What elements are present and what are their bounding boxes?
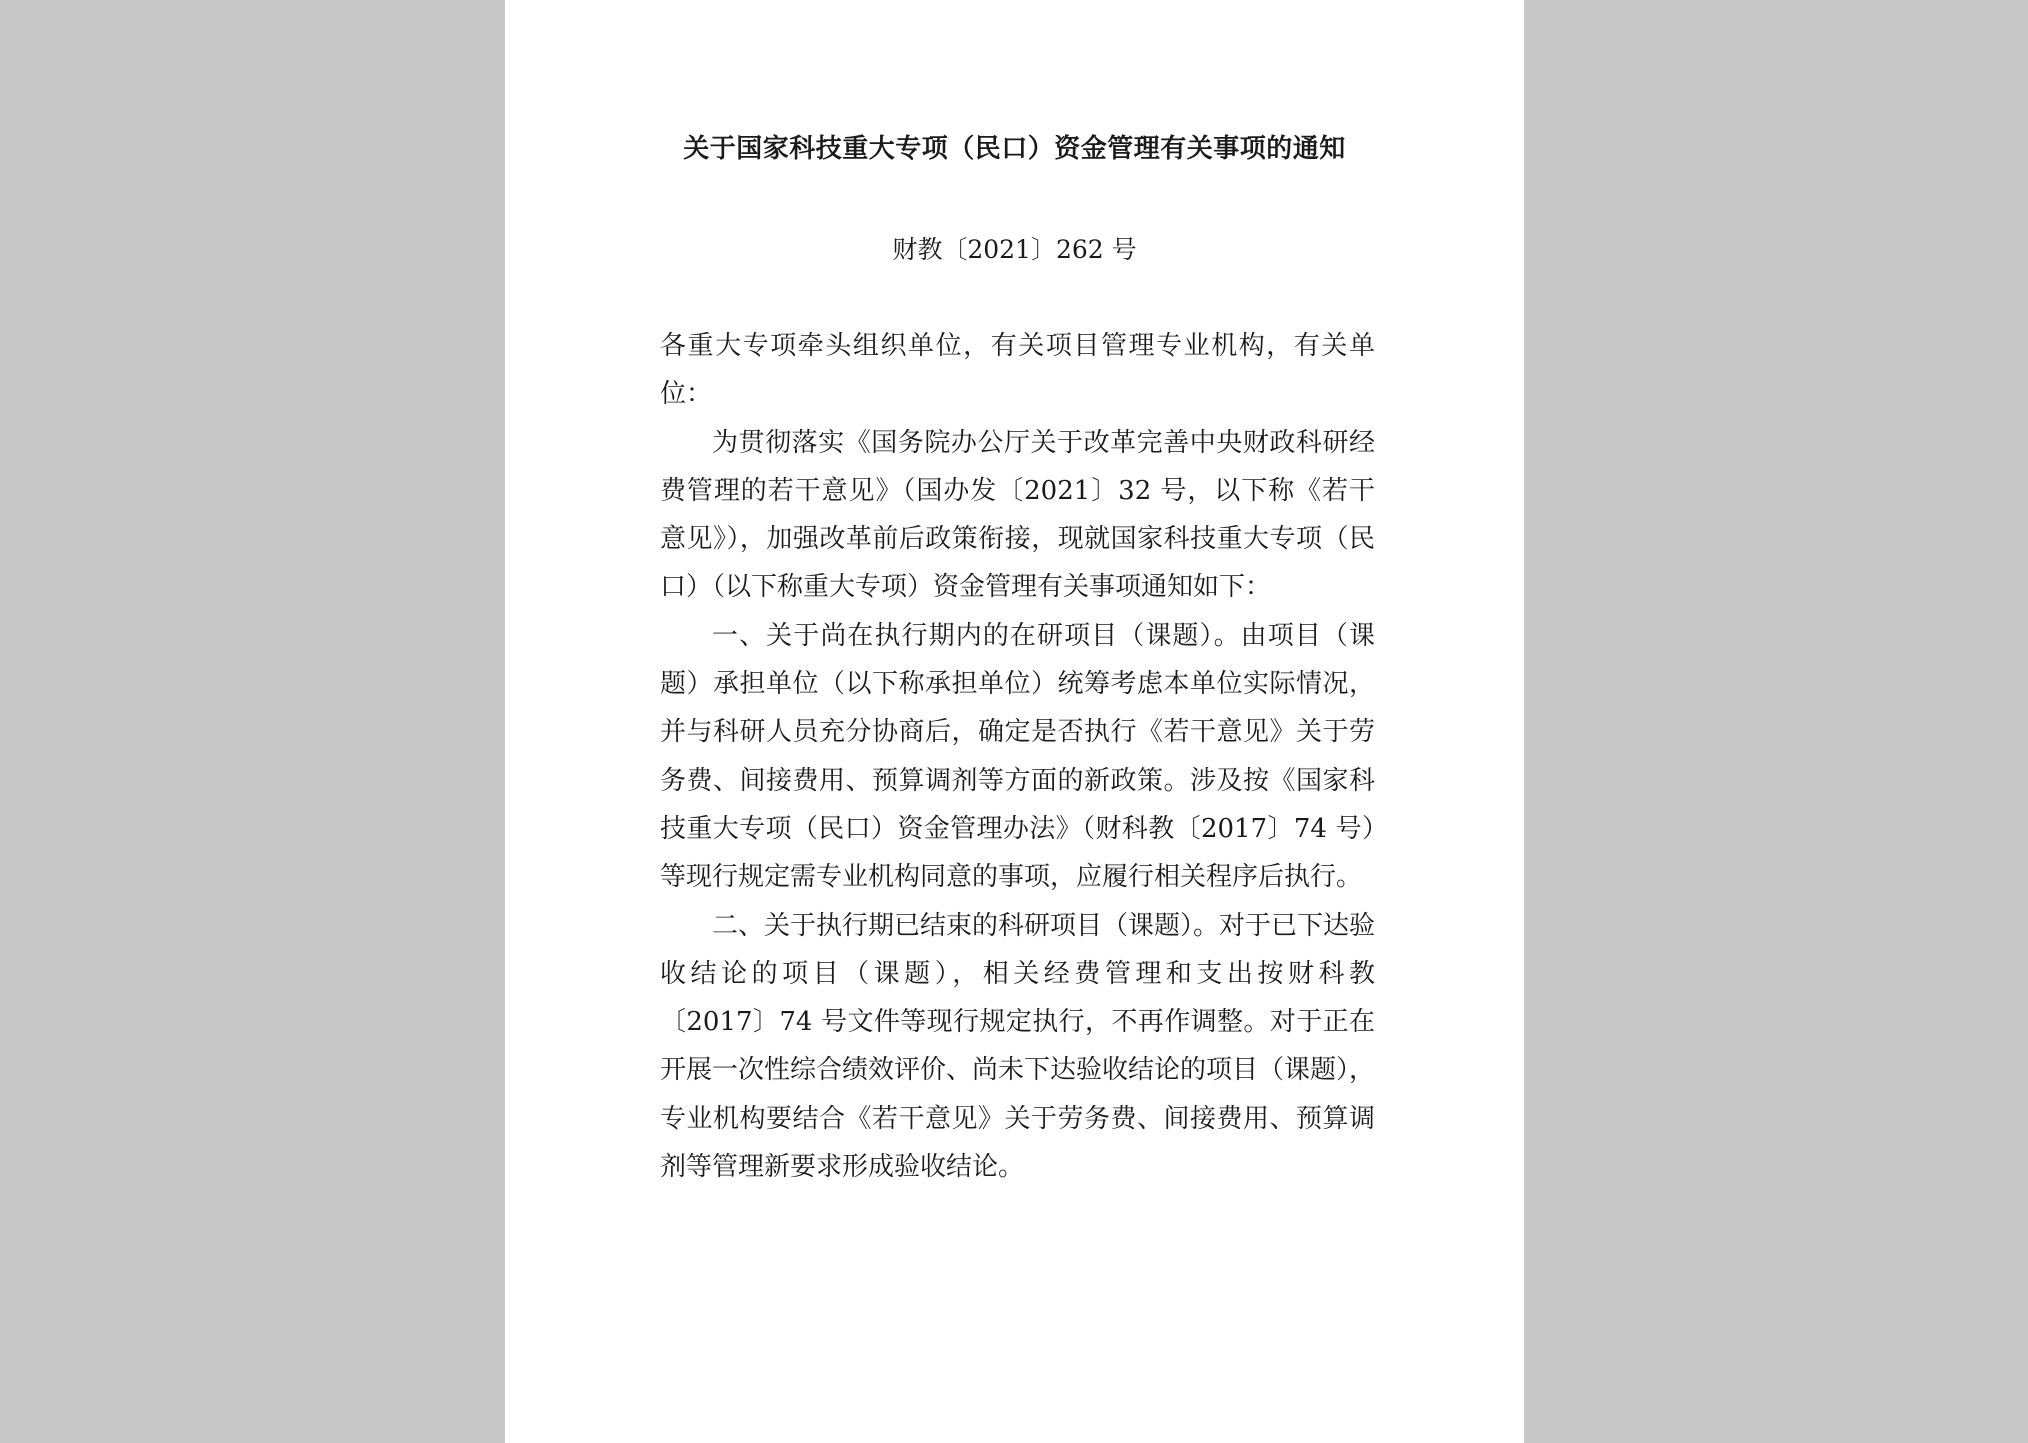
document-body xyxy=(660,322,1375,1191)
paragraph-section-2: 二、关于执行期已结束的科研项目（课题）。对于已下达验收结论的项目（课题），相关经费管理和支出按财科教〔2017〕74 号文件等现行规定执行，不再作调整。对于正在开展一次性综合绩效评价、尚未下达验收结论的项目（课题），专业机构要结合《若干意见》关于劳务费、间接费用、预算调剂等管理新要求形成验收结论。 xyxy=(660,910,1376,1183)
paragraph-section-1: 一、关于尚在执行期内的在研项目（课题）。由项目（课题）承担单位（以下称承担单位）统筹考虑本单位实际情况，并与科研人员充分协商后，确定是否执行《若干意见》关于劳务费、间接费用、预算调剂等方面的新政策。涉及按《国家科技重大专项（民口）资金管理办法》（财科教〔2017〕74 号）等现行规定需专业机构同意的事项，应履行相关程序后执行。 xyxy=(660,620,1375,893)
paragraph-intro: 为贯彻落实《国务院办公厅关于改革完善中央财政科研经费管理的若干意见》（国办发〔2021〕32 号，以下称《若干意见》），加强改革前后政策衔接，现就国家科技重大专项（民口）（以下称重大专项）资金管理有关事项通知如下： xyxy=(660,427,1375,603)
document-number: 财教〔2021〕262 号 xyxy=(892,235,1137,264)
document-page xyxy=(505,0,1524,1443)
salutation: 各重大专项牵头组织单位，有关项目管理专业机构，有关单位： xyxy=(660,331,1375,410)
document-title: 关于国家科技重大专项（民口）资金管理有关事项的通知 xyxy=(683,134,1346,164)
